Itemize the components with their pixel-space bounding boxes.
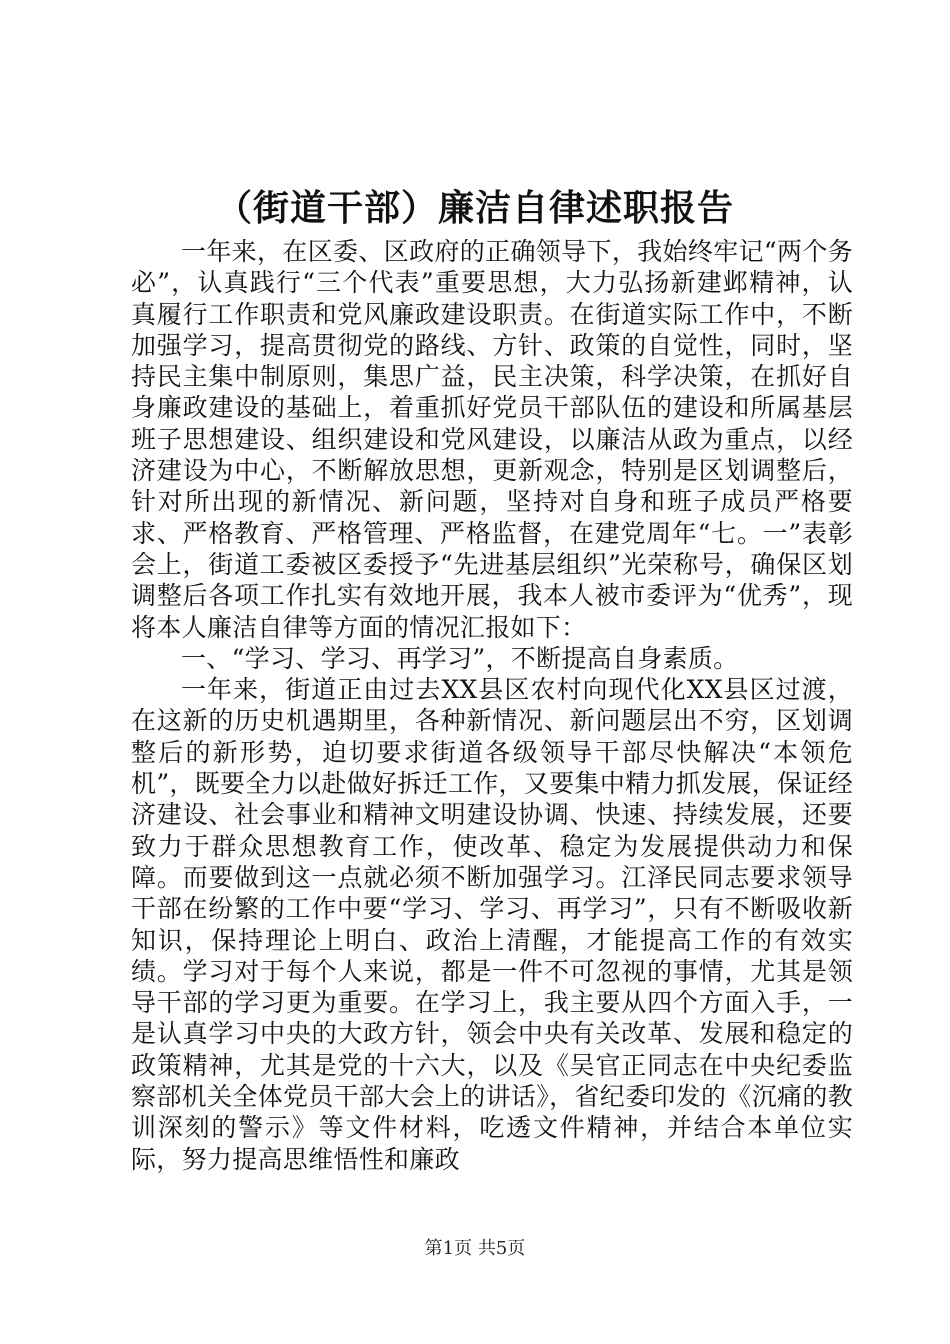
paragraph-study: 一年来，街道正由过去XX县区农村向现代化XX县区过渡，在这新的历史机遇期里，各种新情况、新问题层出不穷，区划调整后的新形势，迫切要求街道各级领导干部尽快解决“本领危机”，既要全力以赴做好拆迁工作，又要集中精力抓发展，保证经济建设、社会事业和精神文明建设协调、快速、持续发展，还要致力于群众思想教育工作，使改革、稳定为发展提供动力和保障。而要做到这一点就必须不断加强学习。江泽民同志要求领导干部在纷繁的工作中要“学习、学习、再学习”，只有不断吸收新知识，保持理论上明白、政治上清醒，才能提高工作的有效实绩。学习对于每个人来说，都是一件不可忽视的事情，尤其是领导干部的学习更为重要。在学习上，我主要从四个方面入手，一是认真学习中央的大政方针，领会中央有关改革、发展和稳定的政策精神，尤其是党的十六大，以及《吴官正同志在中央纪委监察部机关全体党员干部大会上的讲话》，省纪委印发的《沉痛的教训深刻的警示》等文件材料，吃透文件精神，并结合本单位实际，努力提高思维悟性和廉政 bbox=[131, 675, 853, 1174]
page-footer bbox=[0, 1237, 950, 1261]
document-body bbox=[131, 236, 853, 1175]
section-heading-1: 一、“学习、学习、再学习”，不断提高自身素质。 bbox=[181, 643, 739, 673]
paragraph-intro: 一年来，在区委、区政府的正确领导下，我始终牢记“两个务必”，认真践行“三个代表”重要思想，大力弘扬新建邺精神，认真履行工作职责和党风廉政建设职责。在街道实际工作中，不断加强学习，提高贯彻党的路线、方针、政策的自觉性，同时，坚持民主集中制原则，集思广益，民主决策，科学决策，在抓好自身廉政建设的基础上，着重抓好党员干部队伍的建设和所属基层班子思想建设、组织建设和党风建设，以廉洁从政为重点，以经济建设为中心，不断解放思想，更新观念，特别是区划调整后，针对所出现的新情况、新问题，坚持对自身和班子成员严格要求、严格教育、严格管理、严格监督，在建党周年“七。一”表彰会上，街道工委被区委授予“先进基层组织”光荣称号，确保区划调整后各项工作扎实有效地开展，我本人被市委评为“优秀”，现将本人廉洁自律等方面的情况汇报如下： bbox=[131, 237, 853, 642]
document-title: （街道干部）廉洁自律述职报告 bbox=[215, 187, 734, 229]
page-number: 第1页 共5页 bbox=[424, 1238, 526, 1259]
